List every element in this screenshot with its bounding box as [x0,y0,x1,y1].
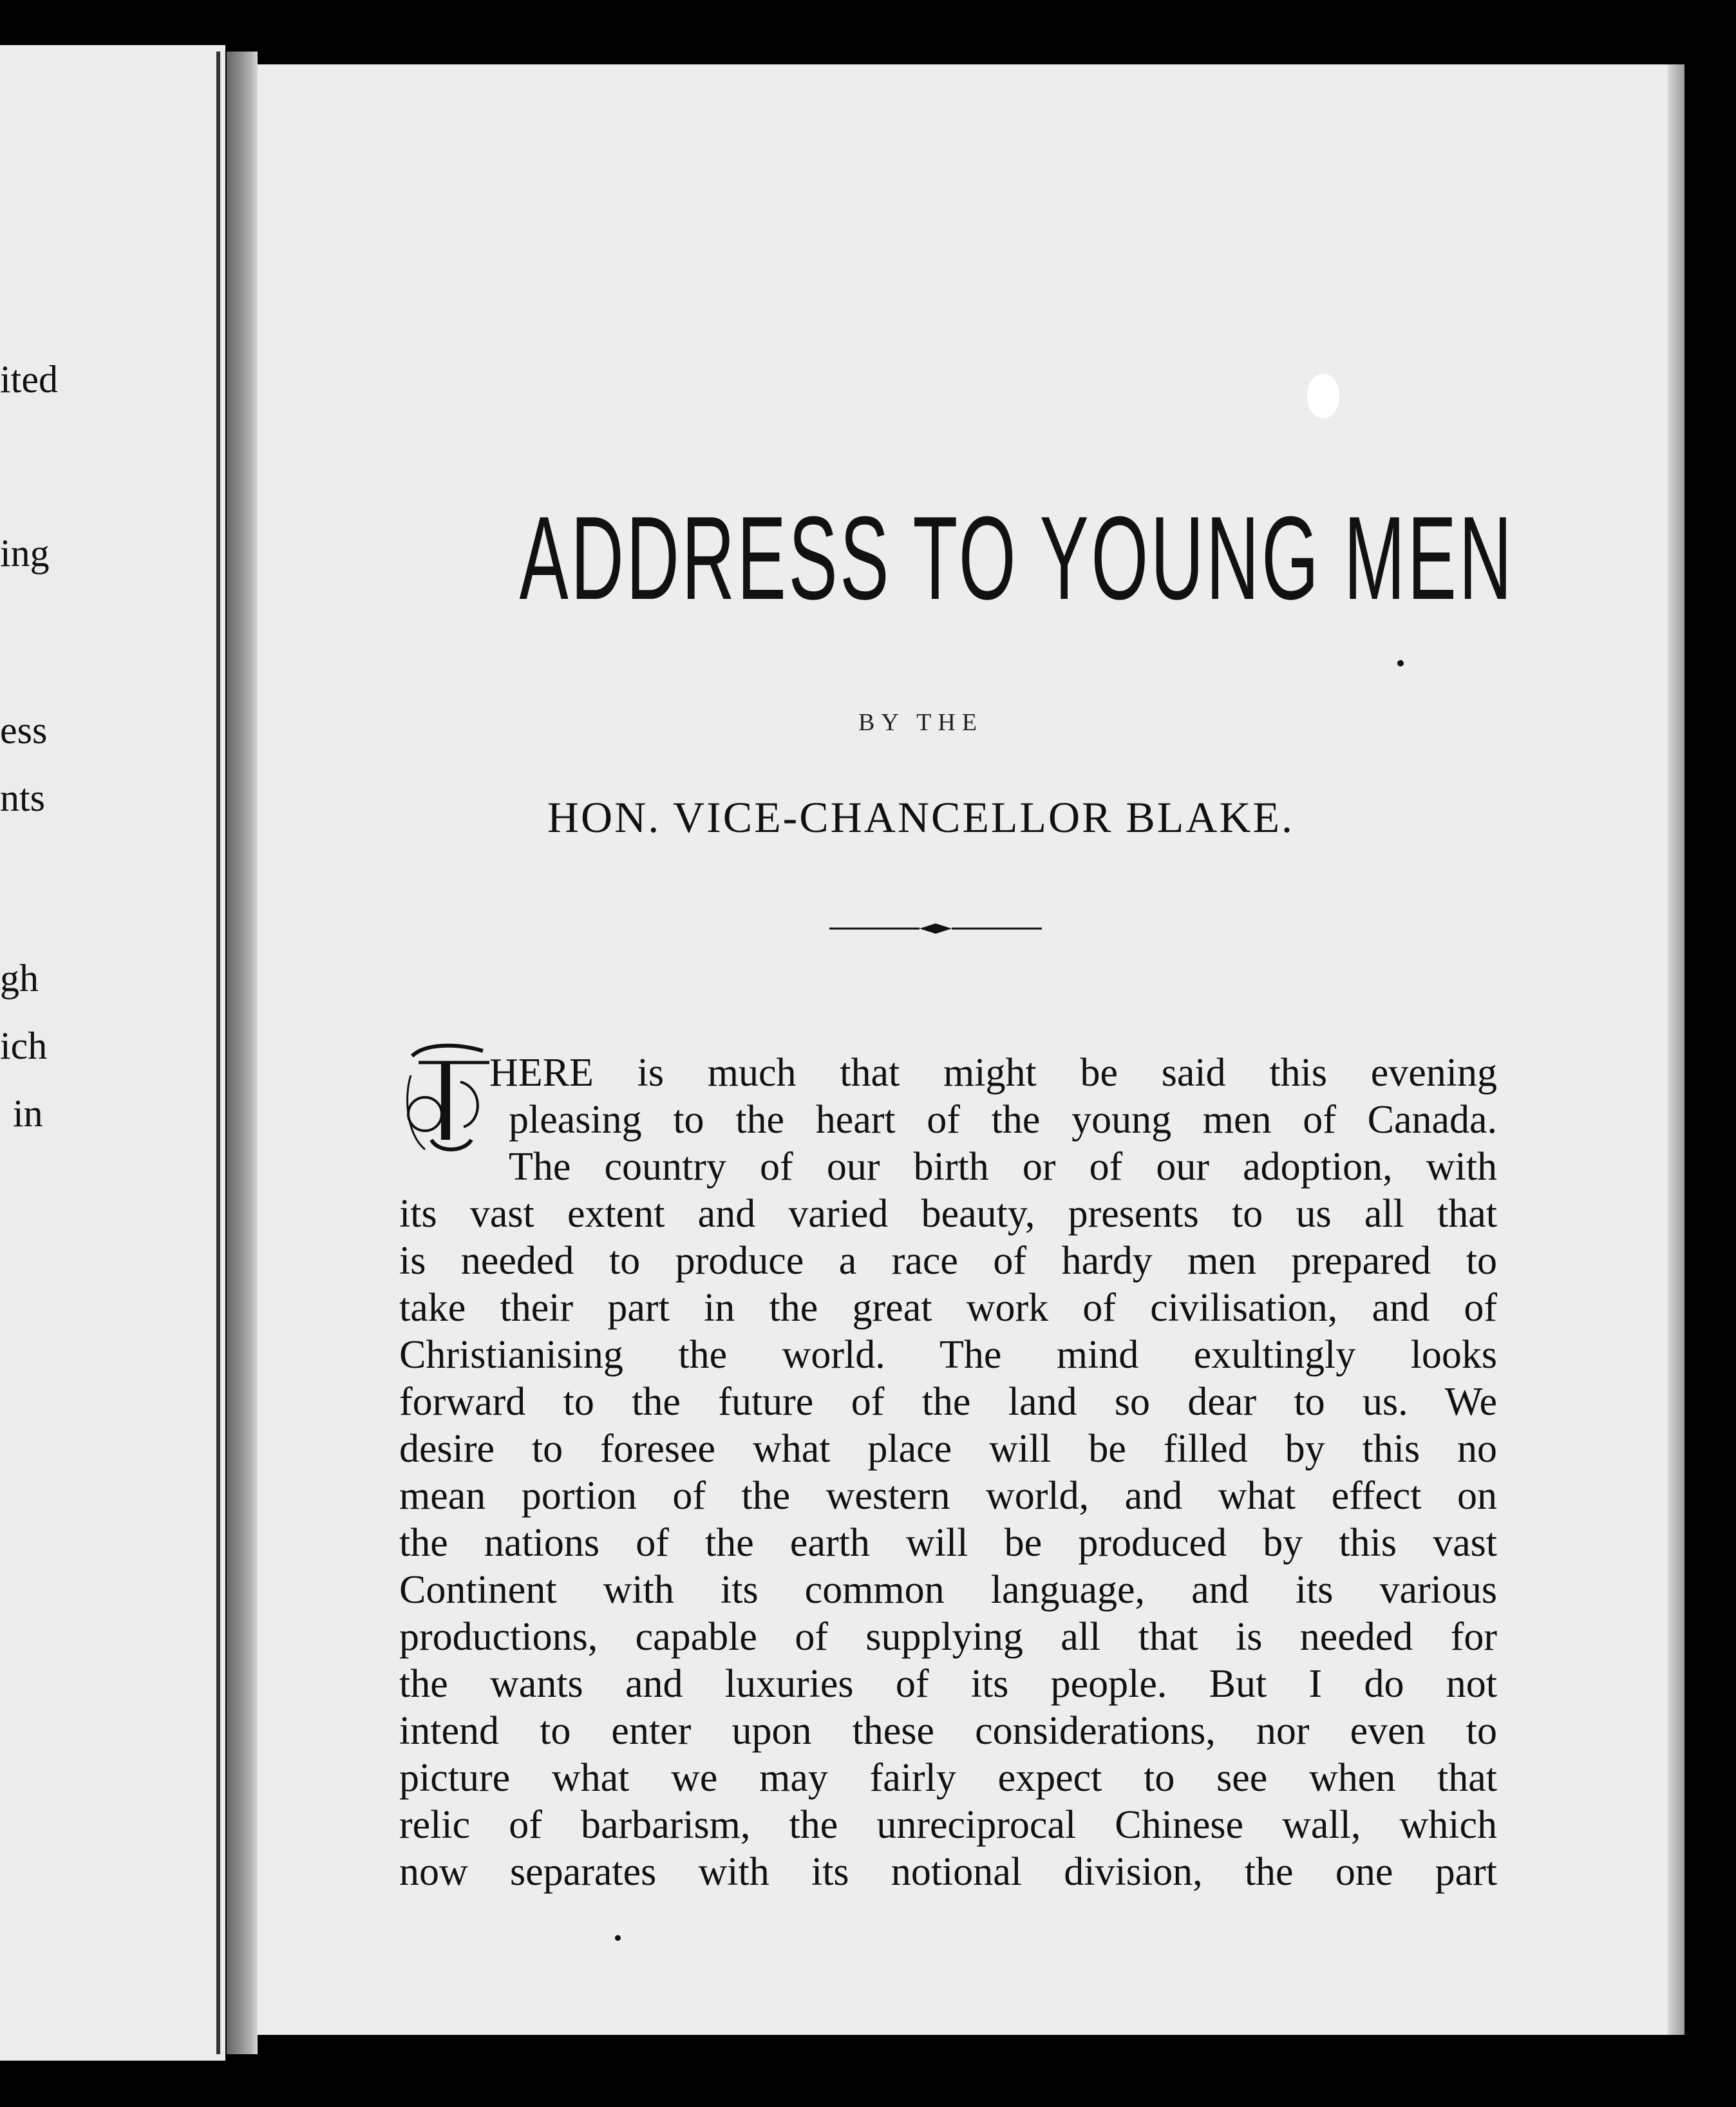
text-line: is needed to produce a race of hardy men prepared to [399,1239,1497,1283]
scan-speck [1307,373,1339,419]
text-fragment: gh [0,957,39,999]
text-line: forward to the future of the land so dear to us. We [399,1380,1497,1424]
text-line: mean portion of the western world, and what effect on [399,1474,1497,1518]
text-fragment: nts [0,777,46,819]
text-fragment: in [13,1092,43,1135]
text-line: Continent with its common language, and its various [399,1568,1497,1612]
text-line: pleasing to the heart of the young men of Canada. [509,1098,1497,1142]
scan-dot [1397,660,1404,666]
text-line: relic of barbarism, the unreciprocal Chinese wall, which [399,1803,1497,1847]
byline: BY THE [858,709,984,736]
text-line: The country of our birth or of our adoption, with [509,1145,1497,1189]
text-fragment: ess [0,709,48,751]
body-text [399,1050,1497,1896]
text-line: picture what we may fairly expect to see when that [399,1756,1497,1800]
text-line: take their part in the great work of civilisation, and of [399,1286,1497,1330]
text-line: the wants and luxuries of its people. But I do not [399,1662,1497,1706]
text-fragment: ich [0,1025,48,1067]
book-page [258,64,1684,2035]
text-line: productions, capable of supplying all that is needed for [399,1615,1497,1659]
previous-page-fragment [0,45,225,2061]
text-line: HERE is much that might be said this evening [489,1051,1497,1095]
book-gutter [227,52,258,2054]
text-line: now separates with its notional division, the one part [399,1850,1497,1894]
svg-text:T: T [438,1056,439,1057]
text-line: desire to foresee what place will be filled by this no [399,1427,1497,1471]
text-line: its vast extent and varied beauty, presents to us all that [399,1192,1497,1236]
page-edge-shadow [1668,64,1684,2035]
text-fragment: ing [0,532,50,574]
text-fragment: ited [0,358,58,401]
binding-edge [216,52,220,2054]
text-line: Christianising the world. The mind exultingly looks [399,1333,1497,1377]
page-title: ADDRESS TO YOUNG MEN [519,491,1514,624]
text-line: the nations of the earth will be produced by this vast [399,1521,1497,1565]
author-name: HON. VICE-CHANCELLOR BLAKE. [547,793,1295,842]
ornament-divider-icon [829,921,1042,936]
scan-dot [615,1935,621,1941]
text-line: intend to enter upon these considerations, nor even to [399,1709,1497,1753]
